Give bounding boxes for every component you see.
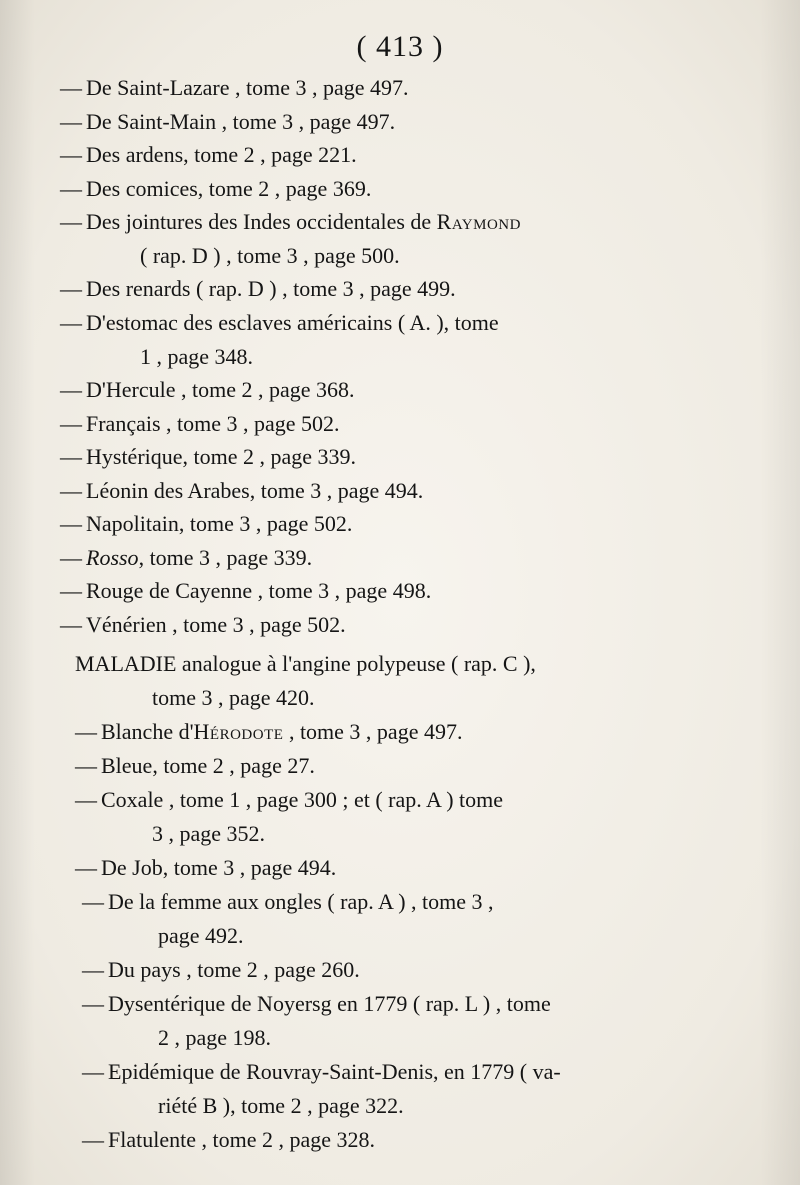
- index-line: [60, 510, 352, 538]
- page-number: ( 413 ): [356, 30, 444, 63]
- index-line: [60, 141, 357, 169]
- entry-dash: —: [60, 276, 82, 301]
- index-line: [60, 443, 356, 471]
- index-line: [60, 544, 312, 572]
- entry-dash: —: [60, 377, 82, 402]
- entry-dash: —: [75, 855, 97, 880]
- entry-text: Flatulente , tome 2 , page 328.: [108, 1127, 375, 1152]
- index-line: [60, 175, 371, 203]
- entry-text: Dysentérique de Noyersg en 1779 ( rap. L ) , tome: [108, 991, 551, 1016]
- entry-text: Des comices, tome 2 , page 369.: [86, 176, 372, 201]
- index-line: [82, 888, 494, 916]
- entry-text: D'Hercule , tome 2 , page 368.: [86, 377, 355, 402]
- entry-text: Blanche d': [101, 719, 194, 744]
- entry-author-smallcaps: Hérodote: [193, 719, 284, 744]
- entry-dash: —: [60, 444, 82, 469]
- entry-dash: —: [60, 209, 82, 234]
- entry-text: , tome 3 , page 339.: [138, 545, 313, 570]
- index-line: [140, 343, 253, 371]
- index-line: [82, 990, 551, 1018]
- entry-author-smallcaps: Raymond: [436, 209, 521, 234]
- entry-text-after: , tome 3 , page 497.: [283, 719, 463, 744]
- entry-text: Vénérien , tome 3 , page 502.: [86, 612, 346, 637]
- index-line: [82, 1058, 561, 1086]
- entry-text: MALADIE analogue à l'angine polypeuse ( rap. C ),: [75, 651, 536, 676]
- entry-text: De Saint-Lazare , tome 3 , page 497.: [86, 75, 409, 100]
- index-line: [158, 922, 244, 950]
- index-line: [60, 208, 521, 236]
- entry-dash: —: [60, 109, 82, 134]
- entry-text: Des jointures des Indes occidentales de: [86, 209, 437, 234]
- entry-dash: —: [60, 75, 82, 100]
- index-line: [140, 242, 400, 270]
- entry-text: Français , tome 3 , page 502.: [86, 411, 340, 436]
- index-line: [152, 684, 315, 712]
- index-line: [75, 752, 315, 780]
- entry-text: Bleue, tome 2 , page 27.: [101, 753, 315, 778]
- index-line: [152, 820, 265, 848]
- entry-text: Des renards ( rap. D ) , tome 3 , page 499.: [86, 276, 456, 301]
- entry-text: De la femme aux ongles ( rap. A ) , tome 3 ,: [108, 889, 494, 914]
- entry-text: Du pays , tome 2 , page 260.: [108, 957, 360, 982]
- index-line: [60, 275, 456, 303]
- entry-text: Epidémique de Rouvray-Saint-Denis, en 1779 ( va-: [108, 1059, 561, 1084]
- entry-dash: —: [75, 719, 97, 744]
- entry-dash: —: [60, 478, 82, 503]
- index-line: [60, 410, 340, 438]
- entry-text: De Job, tome 3 , page 494.: [101, 855, 337, 880]
- entry-dash: —: [82, 957, 104, 982]
- index-line: [158, 1092, 404, 1120]
- entry-text: riété B ), tome 2 , page 322.: [158, 1093, 404, 1118]
- entry-text: page 492.: [158, 923, 244, 948]
- index-line: [82, 956, 360, 984]
- entry-text: 2 , page 198.: [158, 1025, 272, 1050]
- index-line: [60, 477, 423, 505]
- entry-text: 3 , page 352.: [152, 821, 266, 846]
- entry-dash: —: [82, 991, 104, 1016]
- entry-dash: —: [75, 753, 97, 778]
- entry-text: Coxale , tome 1 , page 300 ; et ( rap. A ) tome: [101, 787, 504, 812]
- entry-text: 1 , page 348.: [140, 344, 254, 369]
- entry-dash: —: [82, 1059, 104, 1084]
- index-line: [60, 577, 431, 605]
- index-line: [60, 309, 499, 337]
- entry-dash: —: [60, 142, 82, 167]
- index-line: [75, 854, 336, 882]
- entry-text: Des ardens, tome 2 , page 221.: [86, 142, 357, 167]
- index-line: [75, 786, 503, 814]
- entry-term-italic: Rosso: [86, 545, 139, 570]
- index-line: [158, 1024, 271, 1052]
- entry-dash: —: [60, 511, 82, 536]
- entry-text: Hystérique, tome 2 , page 339.: [86, 444, 357, 469]
- entry-text: tome 3 , page 420.: [152, 685, 315, 710]
- entry-dash: —: [75, 787, 97, 812]
- entry-text: Rouge de Cayenne , tome 3 , page 498.: [86, 578, 432, 603]
- index-line: [60, 108, 395, 136]
- entry-dash: —: [60, 545, 82, 570]
- index-line: [75, 650, 536, 678]
- index-line: [60, 376, 355, 404]
- entry-text: D'estomac des esclaves américains ( A. ), tome: [86, 310, 499, 335]
- index-line: [75, 718, 462, 746]
- index-line: [60, 611, 346, 639]
- entry-dash: —: [82, 1127, 104, 1152]
- entry-dash: —: [60, 612, 82, 637]
- entry-text: ( rap. D ) , tome 3 , page 500.: [140, 243, 400, 268]
- index-line: [82, 1126, 375, 1154]
- entry-text: Léonin des Arabes, tome 3 , page 494.: [86, 478, 424, 503]
- entry-dash: —: [60, 176, 82, 201]
- entry-dash: —: [60, 310, 82, 335]
- entry-text: Napolitain, tome 3 , page 502.: [86, 511, 353, 536]
- entry-dash: —: [60, 578, 82, 603]
- entry-text: De Saint-Main , tome 3 , page 497.: [86, 109, 396, 134]
- entry-dash: —: [60, 411, 82, 436]
- entry-dash: —: [82, 889, 104, 914]
- index-line: [60, 74, 409, 102]
